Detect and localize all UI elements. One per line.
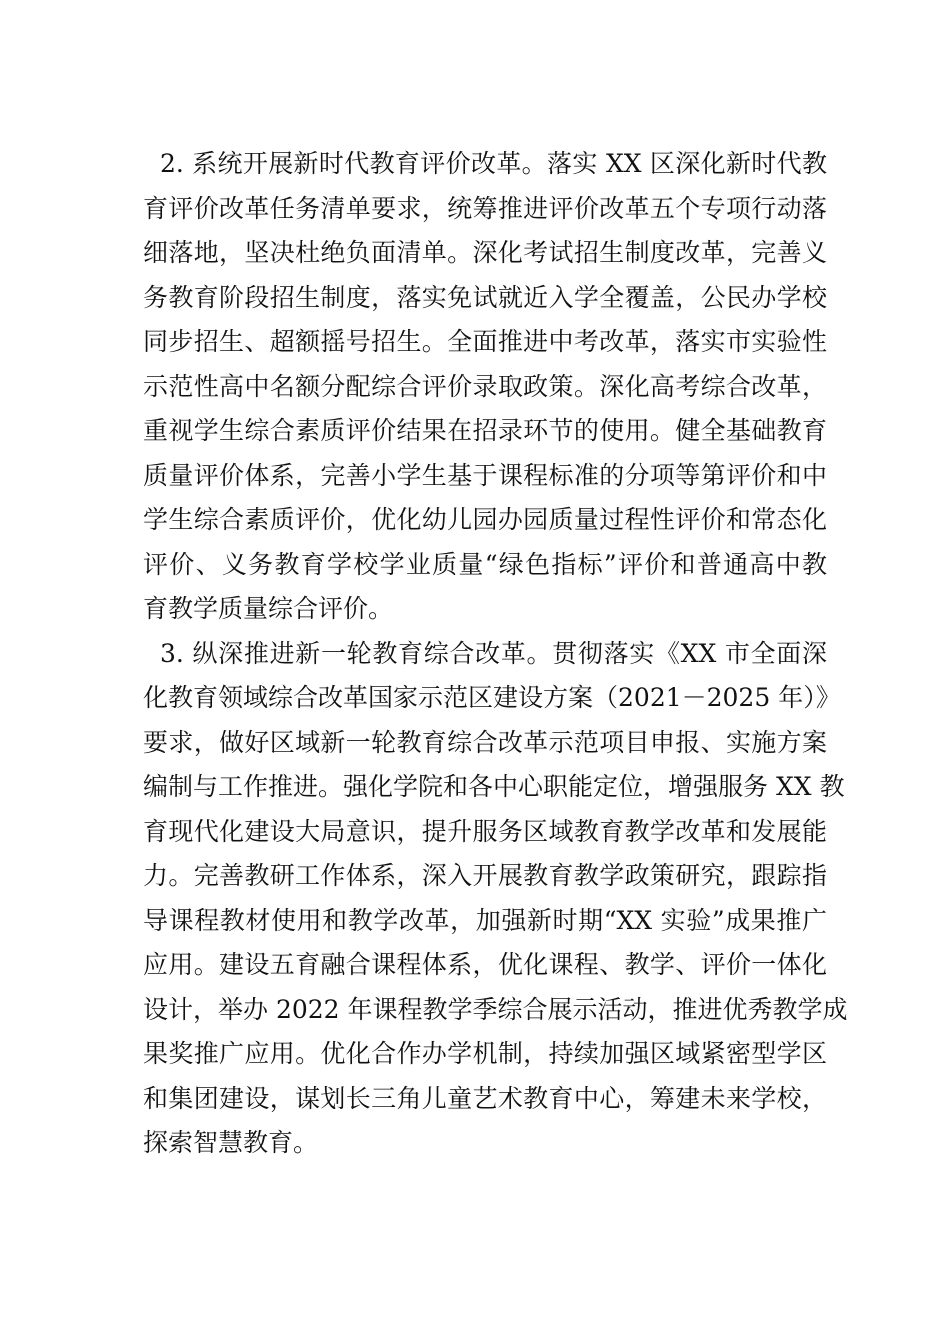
paragraph-line: 质量评价体系，完善小学生基于课程标准的分项等第评价和中 bbox=[143, 460, 827, 490]
paragraph-line: 评价、义务教育学校学业质量“绿色指标”评价和普通高中教 bbox=[143, 549, 827, 579]
paragraph-line: 育评价改革任务清单要求，统筹推进评价改革五个专项行动落 bbox=[143, 193, 827, 223]
paragraph-line: 同步招生、超额摇号招生。全面推进中考改革，落实市实验性 bbox=[143, 327, 827, 356]
document-body bbox=[143, 142, 848, 1166]
paragraph-line: 重视学生综合素质评价结果在招录环节的使用。健全基础教育 bbox=[143, 416, 827, 445]
paragraph-line: 设计，举办 2022 年课程教学季综合展示活动，推进优秀教学成 bbox=[143, 994, 848, 1024]
paragraph-line: 学生综合素质评价，优化幼儿园办园质量过程性评价和常态化 bbox=[143, 505, 827, 534]
paragraph-line: 2. 系统开展新时代教育评价改革。落实 XX 区深化新时代教 bbox=[160, 149, 827, 178]
paragraph-line: 育教学质量综合评价。 bbox=[143, 594, 394, 623]
paragraph-line: 3. 纵深推进新一轮教育综合改革。贯彻落实《XX 市全面深 bbox=[160, 638, 827, 668]
paragraph-line: 探索智慧教育。 bbox=[143, 1128, 319, 1157]
paragraph-line: 力。完善教研工作体系，深入开展教育教学政策研究，跟踪指 bbox=[143, 861, 827, 890]
paragraph-line: 导课程教材使用和教学改革，加强新时期“XX 实验”成果推广 bbox=[143, 905, 827, 935]
paragraph-line: 编制与工作推进。强化学院和各中心职能定位，增强服务 XX 教 bbox=[143, 772, 845, 801]
paragraph-evaluation-reform bbox=[143, 142, 827, 632]
paragraph-comprehensive-reform bbox=[143, 632, 848, 1166]
paragraph-line: 果奖推广应用。优化合作办学机制，持续加强区域紧密型学区 bbox=[143, 1039, 827, 1068]
paragraph-line: 细落地，坚决杜绝负面清单。深化考试招生制度改革，完善义 bbox=[143, 238, 827, 267]
paragraph-line: 和集团建设，谋划长三角儿童艺术教育中心，筹建未来学校， bbox=[143, 1083, 827, 1113]
paragraph-line: 示范性高中名额分配综合评价录取政策。深化高考综合改革， bbox=[143, 371, 827, 401]
paragraph-line: 要求，做好区域新一轮教育综合改革示范项目申报、实施方案 bbox=[143, 727, 827, 757]
paragraph-line: 务教育阶段招生制度，落实免试就近入学全覆盖，公民办学校 bbox=[143, 282, 827, 312]
paragraph-line: 化教育领域综合改革国家示范区建设方案（2021－2025 年）》 bbox=[143, 683, 841, 712]
paragraph-line: 育现代化建设大局意识，提升服务区域教育教学改革和发展能 bbox=[143, 816, 827, 846]
paragraph-line: 应用。建设五育融合课程体系，优化课程、教学、评价一体化 bbox=[143, 950, 827, 979]
